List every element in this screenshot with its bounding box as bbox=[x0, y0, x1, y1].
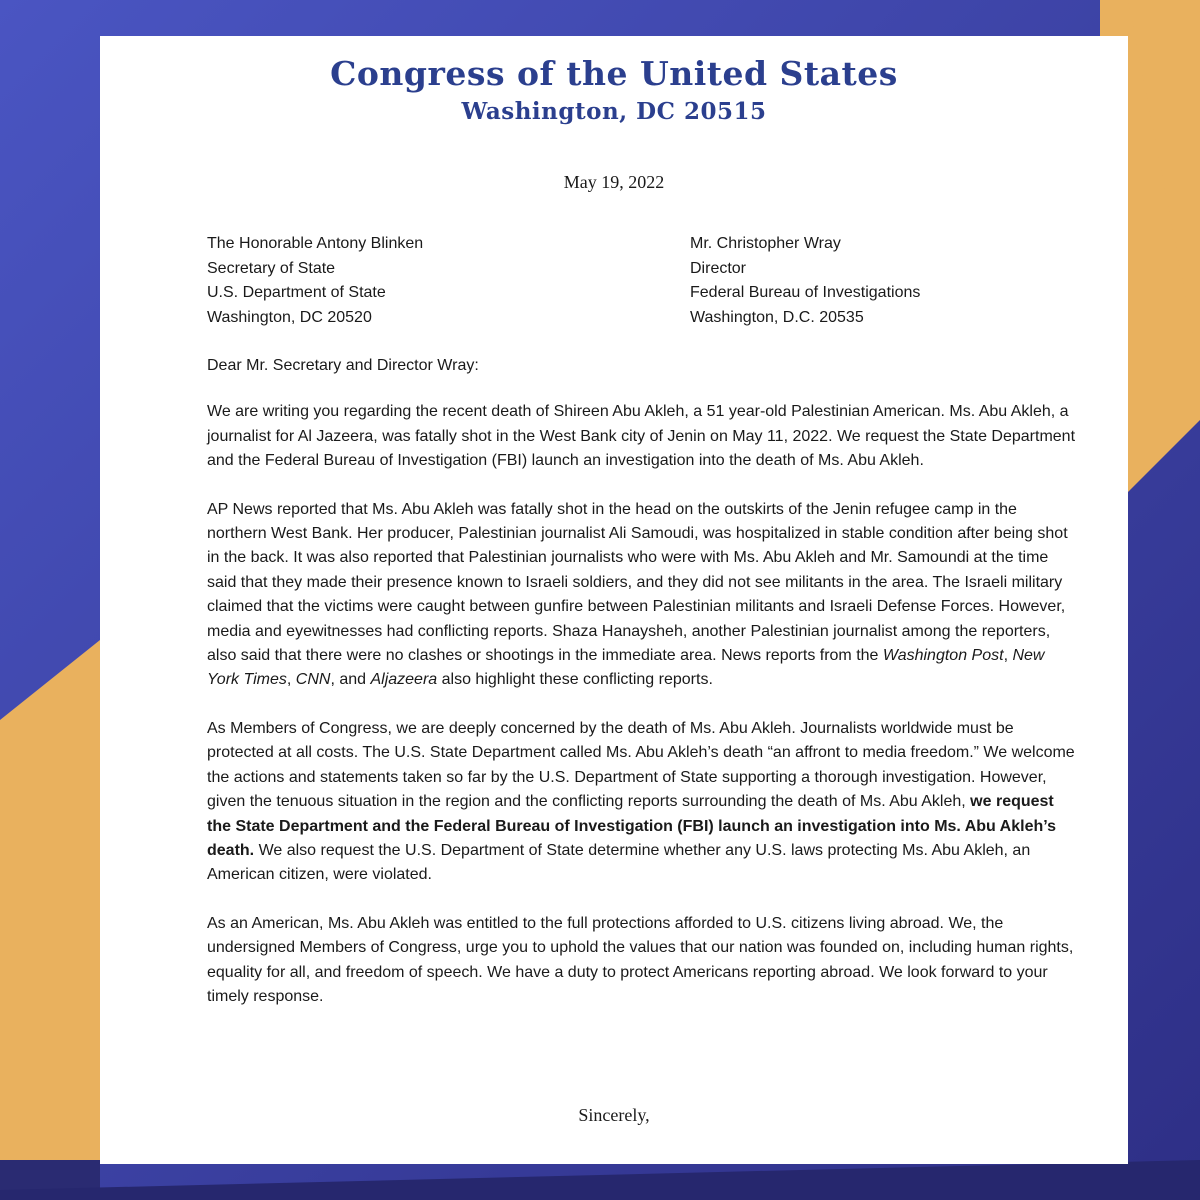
recipient-line: Secretary of State bbox=[207, 259, 336, 277]
paragraph-1: We are writing you regarding the recent death of Shireen Abu Akleh, a 51 year-old Palestinian American. Ms. Abu Akleh, a journalist for Al Jazeera, was fatally shot in the West Bank city of Jenin on May 11, 2022. We request the State Department and the Federal Bureau of Investigation (FBI) launch an investigation into the death of Ms. Abu Akleh. bbox=[207, 403, 1076, 470]
letter-page bbox=[100, 36, 1128, 1164]
paragraph-3-bold-request: we request the State Department and the Federal Bureau of Investigation (FBI) launch an investigation into Ms. Abu Akleh’s death. bbox=[207, 793, 1056, 859]
letterhead-title: Congress of the United States bbox=[330, 54, 898, 93]
outlet-washington-post: Washington Post bbox=[882, 647, 1004, 665]
salutation: Dear Mr. Secretary and Director Wray: bbox=[207, 357, 479, 374]
letterhead-subtitle: Washington, DC 20515 bbox=[461, 98, 767, 125]
recipient-block-wray bbox=[690, 232, 920, 330]
paragraph-4: As an American, Ms. Abu Akleh was entitled to the full protections afforded to U.S. citizens living abroad. We, the undersigned Members of Congress, urge you to uphold the values that our nation was founded on, including human rights, equality for all, and freedom of speech. We have a duty to protect Americans reporting abroad. We look forward to your timely response. bbox=[207, 914, 1074, 1005]
letter-date: May 19, 2022 bbox=[563, 172, 665, 192]
recipient-line: Washington, DC 20520 bbox=[207, 308, 372, 326]
recipient-line: Director bbox=[690, 259, 747, 277]
recipient-block-blinken bbox=[207, 232, 423, 330]
recipient-line: Federal Bureau of Investigations bbox=[690, 284, 921, 302]
paragraph-3 bbox=[207, 717, 1077, 888]
closing: Sincerely, bbox=[578, 1105, 650, 1125]
recipient-line: The Honorable Antony Blinken bbox=[207, 235, 424, 252]
separator: , and bbox=[330, 671, 371, 689]
gold-stripe-bottom-left bbox=[0, 640, 100, 1190]
recipient-line: Washington, D.C. 20535 bbox=[690, 308, 864, 326]
paragraph-2 bbox=[207, 498, 1077, 693]
paragraph-2-end: also highlight these conflicting reports. bbox=[437, 671, 713, 689]
separator: , bbox=[286, 671, 296, 689]
letter-body bbox=[207, 354, 1077, 1033]
outlet-cnn: CNN bbox=[295, 671, 331, 689]
paragraph-2-text: AP News reported that Ms. Abu Akleh was fatally shot in the head on the outskirts of the Jenin refugee camp in the northern West Bank. Her producer, Palestinian journalist Ali Samoudi, was hospitalized in stable condition after being shot in the back. It was also reported that Palestinian journalists who were with Ms. Abu Akleh and Mr. Samoundi at the time said that they made their presence known to Israeli soldiers, and they did not see militants in the area. The Israeli military claimed that the victims were caught between gunfire between Palestinian militants and Israeli Defense Forces. However, media and eyewitnesses had conflicting reports. Shaza Hanaysheh, another Palestinian journalist among the reporters, also said that there were no clashes or shootings in the immediate area. News reports from the bbox=[207, 500, 1068, 665]
outlet-new-york-times: New York Times bbox=[207, 647, 1045, 689]
paragraph-3-text-after: We also request the U.S. Department of State determine whether any U.S. laws protecting Ms. Abu Akleh, an American citizen, were violated. bbox=[207, 841, 1031, 884]
paragraph-3-text-before: As Members of Congress, we are deeply concerned by the death of Ms. Abu Akleh. Journalists worldwide must be protected at all costs. The U.S. State Department called Ms. Abu Akleh’s death “an affront to media freedom.” We welcome the actions and statements taken so far by the U.S. Department of State supporting a thorough investigation. However, given the tenuous situation in the region and the conflicting reports surrounding the death of Ms. Abu Akleh, bbox=[207, 719, 1075, 811]
recipient-line: Mr. Christopher Wray bbox=[690, 235, 841, 252]
separator: , bbox=[1003, 647, 1013, 665]
outlet-aljazeera: Aljazeera bbox=[370, 671, 438, 689]
recipient-line: U.S. Department of State bbox=[207, 284, 386, 302]
